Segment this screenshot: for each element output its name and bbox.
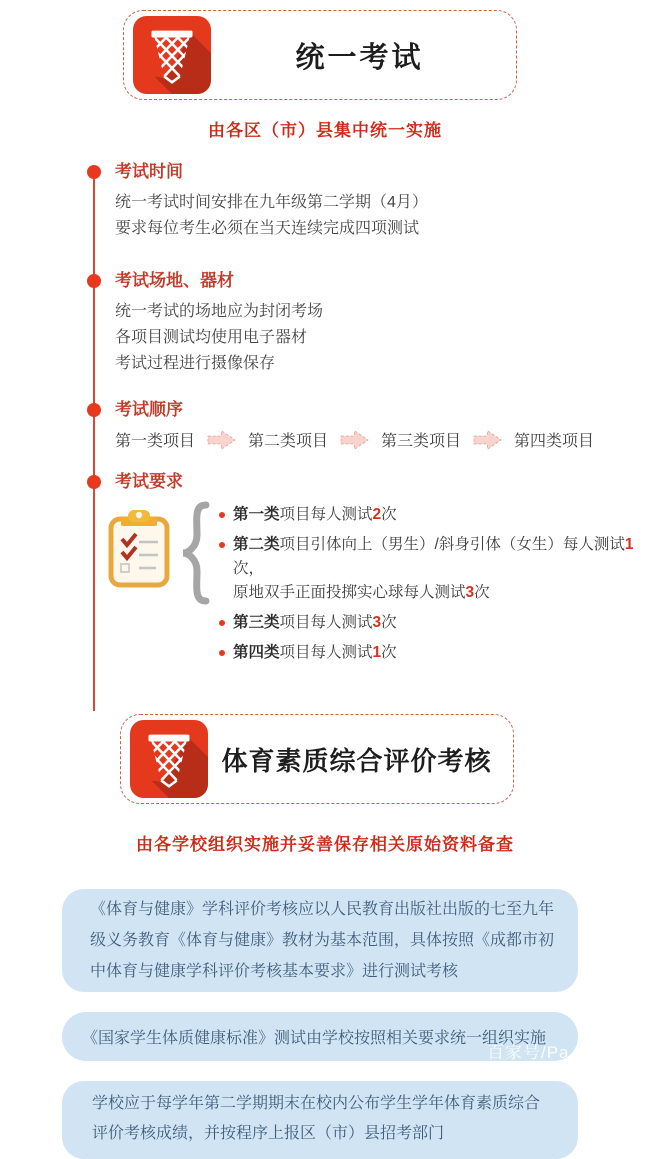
bullet-dot [219, 512, 225, 518]
flow-item-category2: 第二类项目 [248, 433, 329, 450]
req-text: 次 [381, 644, 397, 661]
info-box-score-publication [62, 1081, 578, 1159]
arrow-right-icon [473, 429, 502, 451]
req-count: 2 [372, 506, 382, 523]
req-count: 3 [372, 614, 382, 631]
req-text: 次， [233, 560, 265, 577]
baijiahao-watermark: 百家号/Pa [487, 1043, 570, 1062]
flow-item-category3: 第三类项目 [381, 433, 462, 450]
req-category: 第四类 [233, 644, 280, 661]
req-category: 第一类 [233, 506, 280, 523]
timeline-section-exam-time [0, 161, 650, 242]
pe-exam-infographic [0, 10, 650, 1142]
timeline-dot [87, 403, 101, 417]
section-line: 统一考试时间安排在九年级第二学期（4月） [115, 194, 428, 211]
info-box-text: 《体育与健康》学科评价考核应以人民教育出版社出版的七至九年级义务教育《体育与健康》教材为基本范围，具体按照《成都市初中体育与健康学科评价考核基本要求》进行测试考核 [90, 901, 555, 980]
timeline-section-exam-order [0, 399, 650, 451]
info-box-text: 《国家学生体质健康标准》测试由学校按照相关要求统一组织实施 [82, 1030, 547, 1047]
req-text: 次 [381, 614, 397, 631]
req-count: 3 [465, 584, 475, 601]
assessment-card [120, 714, 514, 804]
timeline-section-exam-requirements [0, 471, 650, 671]
assessment-subtitle: 由各学校组织实施并妥善保存相关原始资料备查 [136, 835, 514, 854]
requirements-row [108, 501, 650, 671]
requirement-item [218, 503, 638, 527]
unified-exam-card [123, 10, 517, 100]
requirement-item [218, 611, 638, 635]
req-count: 1 [372, 644, 382, 661]
section-heading: 考试时间 [115, 162, 183, 181]
req-count: 1 [624, 536, 634, 553]
timeline-dot [87, 475, 101, 489]
req-text: 项目引体向上（男生）/斜身引体（女生）每人测试 [279, 536, 625, 553]
timeline-section-venue-equipment [0, 270, 650, 377]
info-box-subject-assessment [62, 889, 578, 992]
requirements-list [218, 503, 638, 671]
req-line [233, 581, 638, 605]
info-box-text: 学校应于每学年第二学期期末在校内公布学生学年体育素质综合评价考核成绩，并按程序上报区（市）县招考部门 [92, 1095, 541, 1142]
basketball-hoop-icon [133, 16, 211, 94]
timeline-dot [87, 274, 101, 288]
req-text: 项目每人测试 [279, 614, 373, 631]
timeline-dot [87, 165, 101, 179]
section-heading: 考试要求 [115, 472, 183, 491]
bullet-dot [219, 542, 225, 548]
arrow-right-icon [340, 429, 369, 451]
req-text: 次 [381, 506, 397, 523]
bullet-dot [219, 620, 225, 626]
requirement-item [218, 533, 638, 605]
flow-item-category1: 第一类项目 [115, 433, 196, 450]
section-heading: 考试场地、器材 [115, 271, 234, 290]
req-text: 项目每人测试 [279, 506, 373, 523]
section-line: 各项目测试均使用电子器材 [115, 329, 308, 346]
basketball-hoop-icon [130, 720, 208, 798]
req-category: 第三类 [233, 614, 280, 631]
section-line: 统一考试的场地应为封闭考场 [115, 303, 324, 320]
arrow-right-icon [207, 429, 236, 451]
basketball-hoop-icon-svg [130, 720, 208, 798]
assessment-title: 体育素质综合评价考核 [221, 745, 492, 776]
section-heading: 考试顺序 [115, 400, 183, 419]
clipboard-checklist-icon [108, 507, 170, 594]
basketball-hoop-icon-svg [133, 16, 211, 94]
section-line: 考试过程进行摄像保存 [115, 355, 276, 372]
unified-exam-subtitle: 由各区（市）县集中统一实施 [208, 121, 442, 140]
unified-exam-title: 统一考试 [295, 41, 424, 74]
req-text: 次 [474, 584, 490, 601]
req-line [233, 533, 638, 581]
curly-brace [178, 499, 212, 612]
bullet-dot [219, 650, 225, 656]
exam-order-flow [115, 428, 650, 451]
exam-timeline [0, 161, 650, 671]
req-text: 项目每人测试 [279, 644, 373, 661]
req-category: 第二类 [233, 536, 280, 553]
section-line: 要求每位考生必须在当天连续完成四项测试 [115, 220, 420, 237]
req-text: 原地双手正面投掷实心球每人测试 [233, 584, 466, 601]
flow-item-category4: 第四类项目 [514, 433, 595, 450]
requirement-item [218, 641, 638, 665]
